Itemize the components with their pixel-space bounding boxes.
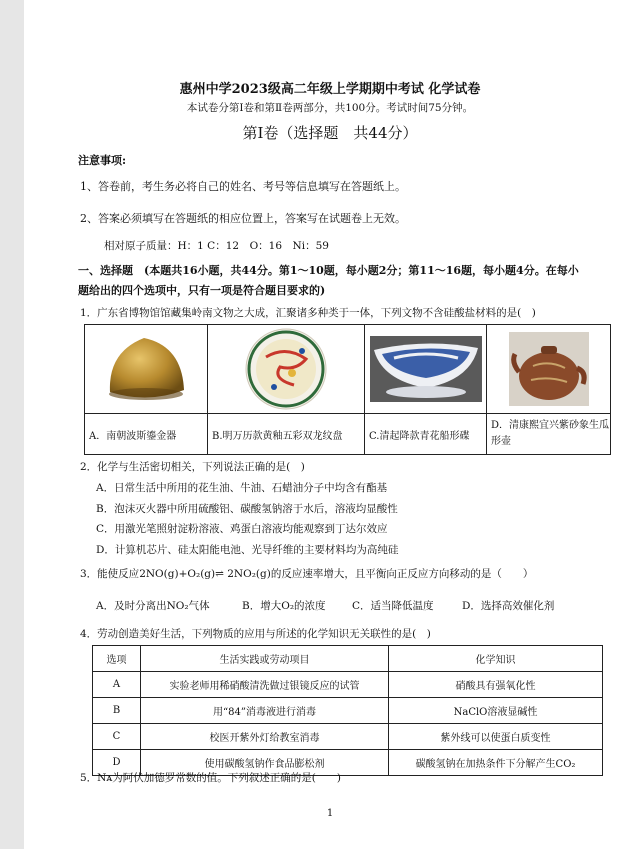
exam-page <box>24 0 636 849</box>
q4-row-b-practice: 用“84”消毒液进行消毒 <box>141 698 389 724</box>
q3-stem-prefix: 3．能使反应 <box>80 568 140 580</box>
q3-equation: 2NO(g)+O₂(g)⇌ 2NO₂(g) <box>139 568 271 580</box>
gilt-vessel-image <box>85 325 208 414</box>
q4-row-b-option: B <box>93 698 141 724</box>
q4-row-b-knowledge: NaClO溶液显碱性 <box>389 698 603 724</box>
q4-header-option: 选项 <box>93 646 141 672</box>
notes-item-1: 1、答卷前，考生务必将自己的姓名、考号等信息填写在答题纸上。 <box>80 180 406 193</box>
notes-heading: 注意事项: <box>78 154 127 167</box>
q3-option-a: A．及时分离出NO₂气体 <box>96 600 210 612</box>
q1-option-a: A．南朝波斯鎏金器 <box>85 414 208 455</box>
q4-row-d-option: D <box>93 750 141 776</box>
q4-row-d-knowledge: 碳酸氢钠在加热条件下分解产生CO₂ <box>389 750 603 776</box>
table-row <box>93 698 603 724</box>
q5-stem: 5．Nᴀ为阿伏加德罗常数的值。下列叙述正确的是( ) <box>80 772 341 784</box>
q4-header-row <box>93 646 603 672</box>
q4-header-knowledge: 化学知识 <box>389 646 603 672</box>
q3-option-c: C．适当降低温度 <box>352 600 434 612</box>
blue-white-dish-image <box>365 325 487 414</box>
q4-row-a-practice: 实验老师用稀硝酸清洗做过银镜反应的试管 <box>141 672 389 698</box>
q1-option-d: D．清康熙宜兴紫砂象生瓜形壶 <box>487 414 611 455</box>
q1-option-b: B.明万历款黄釉五彩双龙纹盘 <box>208 414 365 455</box>
q2-option-a: A．日常生活中所用的花生油、牛油、石蜡油分子中均含有酯基 <box>96 482 388 494</box>
q2-option-b: B．泡沫灭火器中所用硫酸铝、碳酸氢钠溶于水后，溶液均显酸性 <box>96 503 398 515</box>
q3-stem <box>80 566 533 581</box>
zisha-teapot-image <box>487 325 611 414</box>
part-heading: 第Ⅰ卷（选择题 共44分） <box>242 124 418 142</box>
atomic-masses: 相对原子质量：H：1 C：12 O：16 Ni：59 <box>104 240 329 252</box>
q4-row-a-knowledge: 硝酸具有强氧化性 <box>389 672 603 698</box>
q4-row-a-option: A <box>93 672 141 698</box>
dragon-plate-image <box>208 325 365 414</box>
q2-option-d: D．计算机芯片、硅太阳能电池、光导纤维的主要材料均为高纯硅 <box>96 544 399 556</box>
q3-option-b: B．增大O₂的浓度 <box>242 600 326 612</box>
q4-stem: 4．劳动创造美好生活，下列物质的应用与所述的化学知识无关联性的是( ) <box>80 628 431 640</box>
q4-row-c-practice: 校医开紫外灯给教室消毒 <box>141 724 389 750</box>
q1-artifact-table <box>84 324 611 455</box>
q3-stem-suffix: 的反应速率增大，且平衡向正反应方向移动的是（ ） <box>270 568 534 580</box>
q1-stem: 1．广东省博物馆馆藏集岭南文物之大成，汇聚诸多种类于一体，下列文物不含硅酸盐材料的是( ) <box>80 307 536 319</box>
page-number: 1 <box>326 808 334 819</box>
section1-line1: 一、选择题 (本题共16小题，共44分。第1～10题，每小题2分；第11～16题，每小题4分。在每小 <box>78 264 579 277</box>
q3-option-d: D．选择高效催化剂 <box>462 600 555 612</box>
table-row <box>93 672 603 698</box>
q2-option-c: C．用激光笔照射淀粉溶液、鸡蛋白溶液均能观察到丁达尔效应 <box>96 523 388 535</box>
q4-row-d-practice: 使用碳酸氢钠作食品膨松剂 <box>141 750 389 776</box>
q1-option-c: C.清起降款青花船形碟 <box>365 414 487 455</box>
section1-line2: 题给出的四个选项中，只有一项是符合题目要求的) <box>78 284 326 297</box>
q4-row-c-knowledge: 紫外线可以使蛋白质变性 <box>389 724 603 750</box>
q4-table <box>92 645 603 776</box>
q4-header-practice: 生活实践或劳动项目 <box>141 646 389 672</box>
table-row <box>93 724 603 750</box>
exam-title: 惠州中学2023级高二年级上学期期中考试 化学试卷 <box>179 82 481 97</box>
notes-item-2: 2、答案必须填写在答题纸的相应位置上，答案写在试题卷上无效。 <box>80 212 406 225</box>
q2-stem: 2．化学与生活密切相关，下列说法正确的是( ) <box>80 461 305 473</box>
exam-subtitle: 本试卷分第Ⅰ卷和第Ⅱ卷两部分，共100分。考试时间75分钟。 <box>186 102 474 114</box>
q4-row-c-option: C <box>93 724 141 750</box>
